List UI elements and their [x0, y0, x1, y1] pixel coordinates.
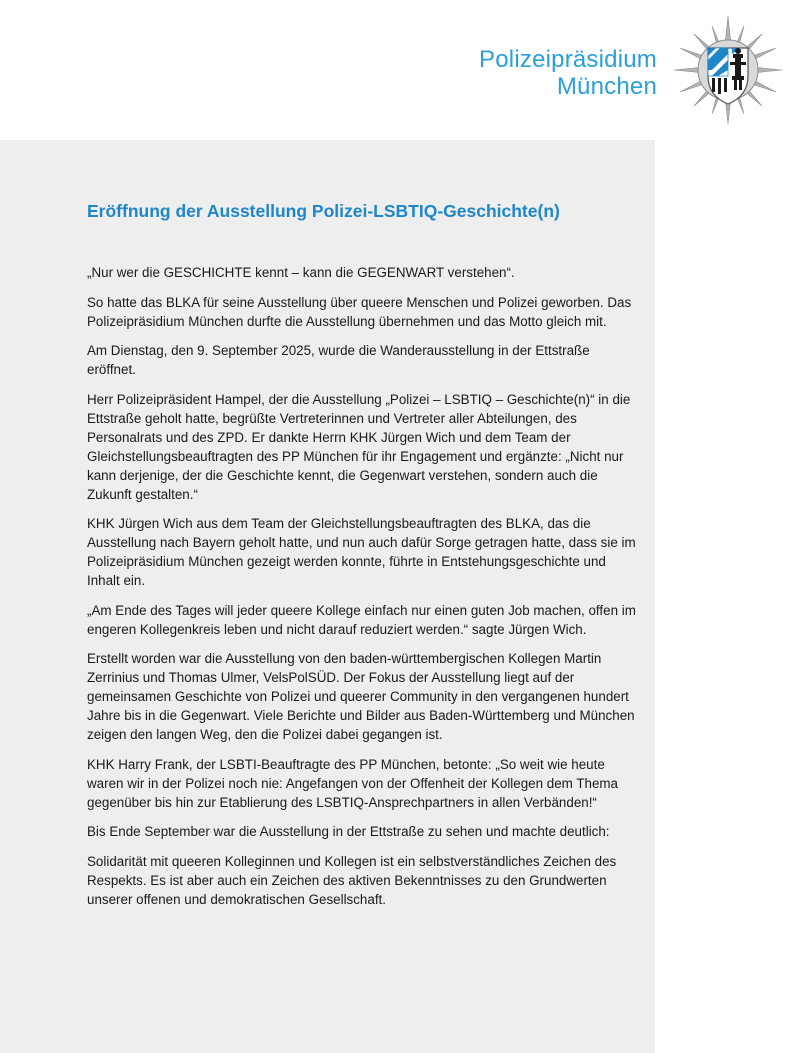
paragraph-3: Am Dienstag, den 9. September 2025, wurde die Wanderausstellung in der Ettstraße eröffnet.: [87, 343, 590, 377]
police-star-emblem-icon: [672, 14, 784, 126]
paragraph-5: KHK Jürgen Wich aus dem Team der Gleichstellungsbeauftragten des BLKA, das die Ausstellung nach Bayern geholt hatte, und nun auch dafür Sorge getragen hatte, dass sie im Polizeipräsidium München gezeigt werden konnte, führte in Entstehungsgeschichte und Inhalt ein.: [87, 516, 636, 588]
brand-line-1: Polizeipräsidium: [479, 46, 657, 73]
paragraph-2: So hatte das BLKA für seine Ausstellung über queere Menschen und Polizei geworben. Das Polizeipräsidium München durfte die Ausstellung übernehmen und das Motto gleich mit.: [87, 294, 632, 329]
article-body: [87, 263, 639, 919]
paragraph-8: KHK Harry Frank, der LSBTI-Beauftragte des PP München, betonte: „So weit wie heute waren wir in der Polizei noch nie: Angefangen von der Offenheit der Kollegen dem Thema gegenüber bis hin zur Etablierung des LSBTIQ-Ansprechpartners in allen Verbänden!“: [87, 756, 618, 810]
paragraph-10: Solidarität mit queeren Kolleginnen und Kollegen ist ein selbstverständliches Zeichen des Respekts. Es ist aber auch ein Zeichen des aktiven Bekenntnisses zu den Grundwerten unserer offenen und demokratischen Gesellschaft.: [87, 853, 617, 907]
paragraph-7: Erstellt worden war die Ausstellung von den baden-württembergischen Kollegen Martin Zerrinius und Thomas Ulmer, VelsPolSÜD. Der Fokus der Ausstellung liegt auf der gemeinsamen Geschichte von Polizei und queerer Community in den vergangenen hundert Jahre bis in die Gegenwart. Viele Berichte und Bilder aus Baden-Württemberg und München zeigen den langen Weg, den die Polizei dabei gegangen ist.: [87, 651, 635, 742]
page-header: [0, 0, 799, 140]
brand-wordmark[interactable]: [479, 46, 657, 100]
paragraph-9: Bis Ende September war die Ausstellung in der Ettstraße zu sehen und machte deutlich:: [87, 824, 610, 839]
paragraph-1: „Nur wer die GESCHICHTE kennt – kann die GEGENWART verstehen“.: [87, 265, 515, 280]
article-title: Eröffnung der Ausstellung Polizei-LSBTIQ-Geschichte(n): [87, 201, 560, 221]
paragraph-6: „Am Ende des Tages will jeder queere Kollege einfach nur einen guten Job machen, offen im engeren Kollegenkreis leben und nicht darauf reduziert werden.“ sagte Jürgen Wich.: [87, 602, 636, 637]
brand-line-2: München: [556, 73, 657, 100]
paragraph-4: Herr Polizeipräsident Hampel, der die Ausstellung „Polizei – LSBTIQ – Geschichte(n)“ in die Ettstraße geholt hatte, begrüßte Vertreterinnen und Vertreter aller Abteilungen, des Personalrats und des ZPD. Er dankte Herrn KHK Jürgen Wich und dem Team der Gleichstellungsbeauftragten des PP München für ihr Engagement und ergänzte: „Nicht nur kann derjenige, der die Geschichte kennt, die Gegenwart verstehen, sondern auch die Zukunft gestalten.“: [87, 391, 631, 502]
